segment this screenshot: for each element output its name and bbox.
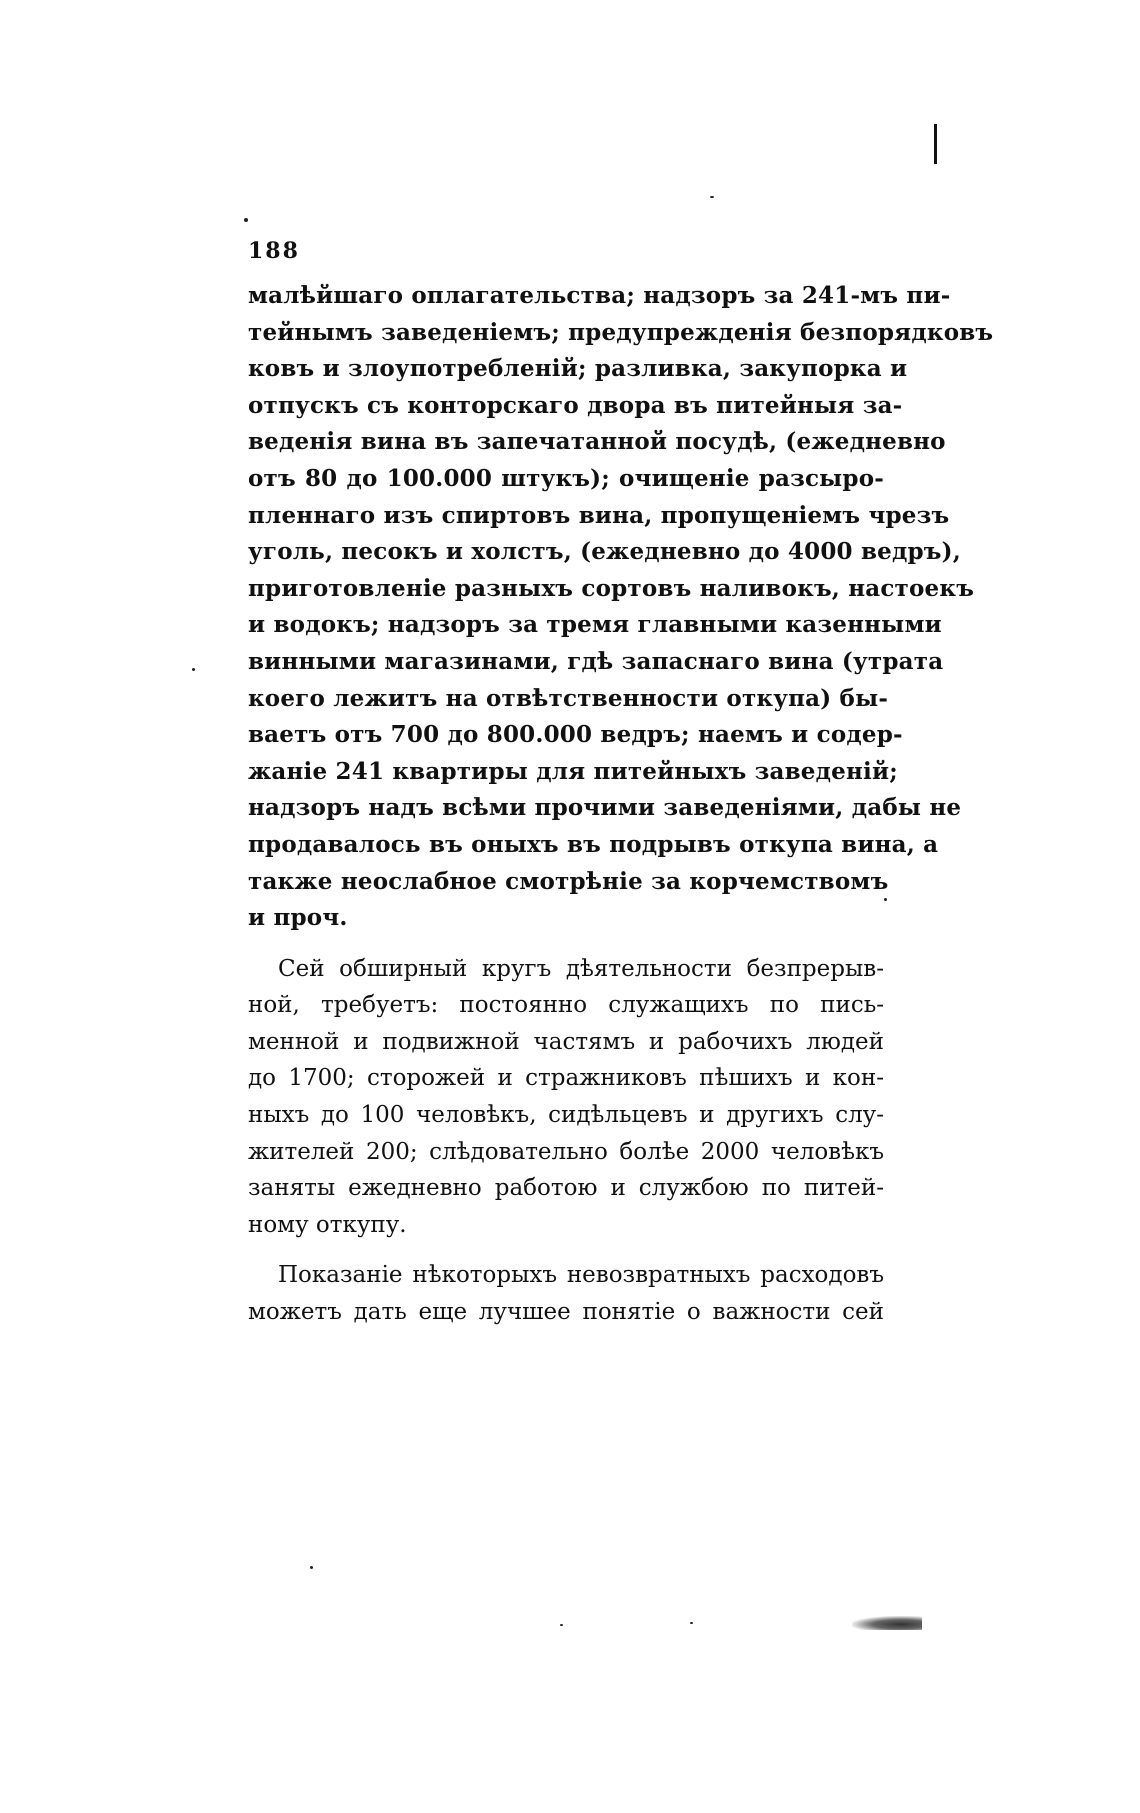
text-line: можетъ дать еще лучшее понятіе о важности сей bbox=[248, 1299, 884, 1326]
text-line: тейнымъ заведеніемъ; предупрежденія безпорядковъ bbox=[248, 318, 994, 346]
scan-speck bbox=[244, 218, 248, 222]
text-line: отпускъ съ конторскаго двора въ питейныя за- bbox=[248, 391, 903, 419]
scan-smudge bbox=[852, 1616, 922, 1630]
text-line: жителей 200; слѣдовательно болѣе 2000 человѣкъ bbox=[248, 1138, 884, 1165]
text-line: винными магазинами, гдѣ запаснаго вина (утрата bbox=[248, 647, 944, 675]
text-line: до 1700; сторожей и стражниковъ пѣшихъ и кон- bbox=[248, 1065, 884, 1092]
text-line: также неослабное смотрѣніе за корчемствомъ bbox=[248, 867, 889, 895]
text-line: пленнаго изъ спиртовъ вина, пропущеніемъ чрезъ bbox=[248, 501, 950, 529]
text-line: и водокъ; надзоръ за тремя главными казенными bbox=[248, 611, 942, 639]
paragraph-1 bbox=[248, 278, 994, 937]
text-line: Сей обширный кругъ дѣятельности безпрерыв- bbox=[278, 955, 884, 982]
scan-speck bbox=[884, 898, 887, 901]
text-line: ному откупу. bbox=[248, 1211, 407, 1238]
paragraph-2 bbox=[248, 951, 884, 1244]
page-edge-mark bbox=[934, 124, 937, 164]
text-line: коего лежитъ на отвѣтственности откупа) бы- bbox=[248, 684, 889, 712]
page-number: 188 bbox=[248, 238, 300, 264]
text-line: приготовленіе разныхъ сортовъ наливокъ, настоекъ bbox=[248, 574, 975, 602]
text-line: ковъ и злоупотребленій; разливка, закупорка и bbox=[248, 355, 908, 383]
text-line: ныхъ до 100 человѣкъ, сидѣльцевъ и другихъ слу- bbox=[248, 1102, 884, 1129]
scan-speck bbox=[192, 668, 195, 671]
scan-speck bbox=[710, 196, 714, 198]
scan-speck bbox=[560, 1624, 563, 1626]
paragraph-3 bbox=[248, 1257, 884, 1330]
text-line: малѣйшаго оплагательства; надзоръ за 241-мъ пи- bbox=[248, 282, 951, 309]
text-line: ной, требуетъ: постоянно служащихъ по пись- bbox=[248, 992, 884, 1019]
text-line: заняты ежедневно работою и службою по питей- bbox=[248, 1175, 884, 1202]
scan-speck bbox=[310, 1566, 313, 1569]
text-line: продавалось въ оныхъ въ подрывъ откупа вина, а bbox=[248, 830, 939, 858]
text-line: менной и подвижной частямъ и рабочихъ людей bbox=[248, 1028, 884, 1055]
text-line: надзоръ надъ всѣми прочими заведеніями, дабы не bbox=[248, 794, 962, 822]
text-line: веденія вина въ запечатанной посудѣ, (ежедневно bbox=[248, 428, 946, 456]
scan-speck bbox=[690, 1622, 693, 1624]
text-line: ваетъ отъ 700 до 800.000 ведръ; наемъ и содер- bbox=[248, 721, 903, 749]
text-line: и проч. bbox=[248, 904, 348, 932]
text-line: уголь, песокъ и холстъ, (ежедневно до 4000 ведръ), bbox=[248, 538, 961, 566]
text-line: отъ 80 до 100.000 штукъ); очищеніе разсыро- bbox=[248, 464, 884, 492]
body-text bbox=[248, 278, 994, 1331]
text-line: жаніе 241 квартиры для питейныхъ заведеній; bbox=[248, 757, 898, 785]
text-line: Показаніе нѣкоторыхъ невозвратныхъ расходовъ bbox=[278, 1262, 884, 1289]
